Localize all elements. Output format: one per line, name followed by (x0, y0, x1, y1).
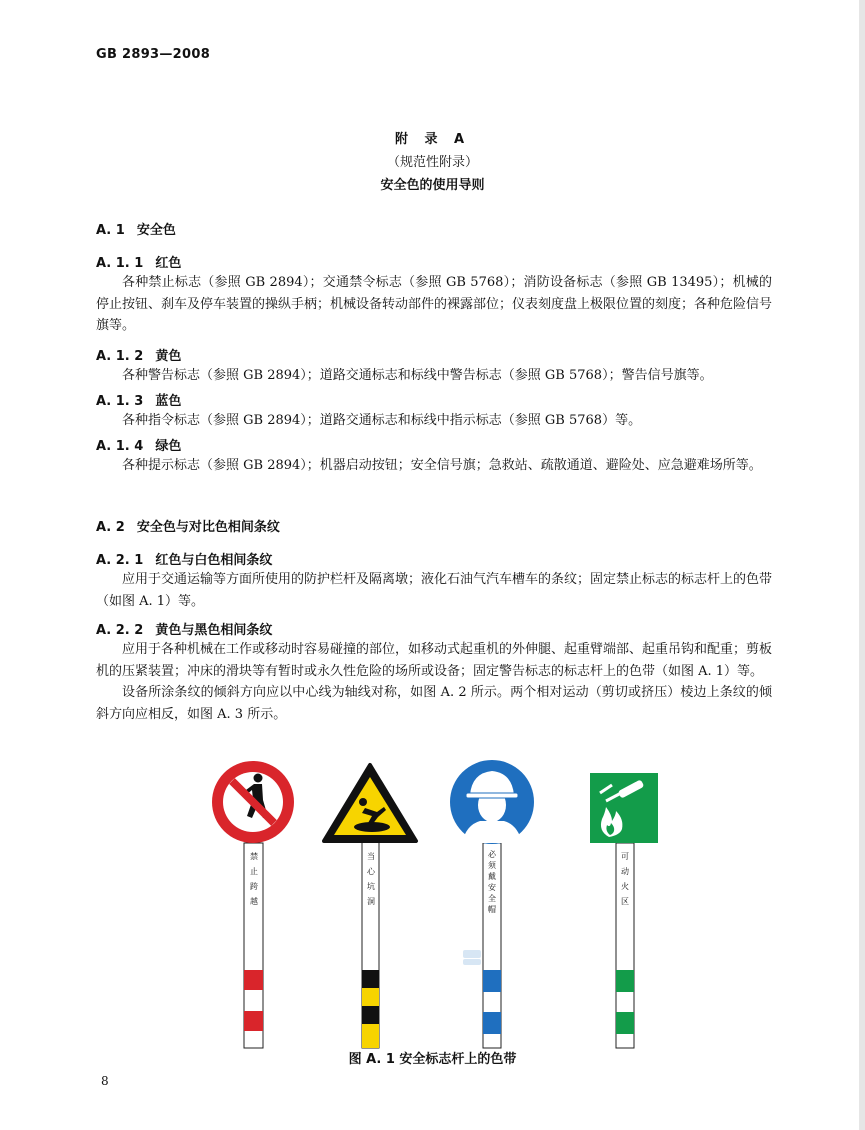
warning-sign-icon (324, 765, 416, 841)
standard-number: GB 2893—2008 (96, 47, 211, 62)
info-sign-icon (590, 773, 658, 843)
yellow-band (362, 988, 379, 1006)
paragraph: 各种指令标志（参照 GB 2894）；道路交通标志和标线中指示标志（参照 GB 5768）等。 (122, 413, 642, 428)
section-number: A. 1. 1 (96, 256, 144, 271)
section-number: A. 1. 2 (96, 349, 144, 364)
section-a12-heading (96, 345, 181, 364)
section-title: 安全色 (136, 223, 176, 238)
green-band (616, 1012, 634, 1034)
page-number: 8 (101, 1074, 109, 1088)
paragraph: 各种警告标志（参照 GB 2894）；道路交通标志和标线中警告标志（参照 GB 5768）；警告信号旗等。 (122, 368, 713, 383)
appendix-subtitle: （规范性附录） (386, 155, 478, 170)
section-a22-heading (96, 619, 272, 638)
section-title: 安全色与对比色相间条纹 (136, 520, 280, 535)
pole-info (590, 773, 658, 1048)
section-a22-text (96, 639, 772, 725)
appendix-title: 附 录 A (394, 132, 471, 147)
pole-label-prohibition-wrap (248, 849, 260, 909)
paragraph: 各种提示标志（参照 GB 2894）；机器启动按钮；安全信号旗；急救站、疏散通道、避险处、应急避难场所等。 (122, 458, 762, 473)
section-number: A. 1. 4 (96, 439, 144, 454)
section-a13-heading (96, 390, 181, 409)
section-a14-heading (96, 435, 181, 454)
section-a14-text (96, 455, 772, 477)
blue-band (483, 1012, 501, 1034)
yellow-band (362, 1024, 379, 1048)
section-number: A. 1 (96, 223, 125, 238)
section-a21-heading (96, 549, 272, 568)
paragraph: 各种禁止标志（参照 GB 2894）；交通禁令标志（参照 GB 5768）；消防设备标志（参照 GB 13495）；机械的停止按钮、刹车及停车装置的操纵手柄；机械设备转动部件的裸露部位；仪表刻度盘上极限位置的刻度；各种危险信号旗等。 (96, 275, 773, 333)
section-title: 蓝色 (155, 394, 182, 409)
section-title: 红色 (155, 256, 182, 271)
section-a13-text (96, 410, 772, 432)
paragraph: 应用于各种机械在工作或移动时容易碰撞的部位，如移动式起重机的外伸腿、起重臂端部、起重吊钩和配重；剪板机的压紧装置；冲床的滑块等有暂时或永久性危险的场所或设备；固定警告标志的标志杆上的色带（如图 A. 1）等。 (96, 642, 773, 679)
section-title: 绿色 (155, 439, 182, 454)
pole-label-warning-wrap (365, 849, 377, 909)
section-number: A. 2 (96, 520, 125, 535)
section-a1-heading (96, 219, 176, 238)
paragraph: 应用于交通运输等方面所使用的防护栏杆及隔离墩；液化石油气汽车槽车的条纹；固定禁止标志的标志杆上的色带（如图 A. 1）等。 (96, 572, 773, 609)
paragraph: 设备所涂条纹的倾斜方向应以中心线为轴线对称，如图 A. 2 所示。两个相对运动（剪切或挤压）棱边上条纹的倾斜方向应相反，如图 A. 3 所示。 (96, 685, 772, 722)
section-a11-heading (96, 252, 181, 271)
section-title: 黄色 (155, 349, 182, 364)
pole-label: 禁止跨越 (250, 852, 258, 906)
prohibition-sign-icon (212, 761, 294, 843)
section-a21-text (96, 569, 772, 612)
figure-caption: 图 A. 1 安全标志杆上的色带 (348, 1052, 517, 1067)
pole-label: 可动火区 (621, 852, 629, 906)
blue-band (483, 970, 501, 992)
section-a2-heading (96, 516, 280, 535)
mandatory-sign-icon (450, 760, 534, 844)
section-number: A. 1. 3 (96, 394, 144, 409)
appendix-heading: 安全色的使用导则 (380, 178, 485, 193)
section-title: 红色与白色相间条纹 (155, 553, 273, 568)
section-title: 黄色与黑色相间条纹 (155, 623, 273, 638)
pole-label: 当心坑洞 (367, 852, 375, 906)
section-number: A. 2. 2 (96, 623, 144, 638)
watermark-icon (463, 950, 481, 965)
section-a11-text (96, 272, 772, 337)
red-band (244, 1011, 263, 1031)
black-band (362, 1006, 379, 1024)
section-a12-text (96, 365, 772, 387)
pole-label-mandatory-wrap (486, 849, 498, 915)
pole-label: 必须戴安全帽 (488, 850, 496, 914)
red-band (244, 970, 263, 990)
green-band (616, 970, 634, 992)
section-number: A. 2. 1 (96, 553, 144, 568)
pole-label-info-wrap (619, 849, 631, 909)
black-band (362, 970, 379, 988)
figure-safety-sign-poles (0, 755, 865, 1050)
